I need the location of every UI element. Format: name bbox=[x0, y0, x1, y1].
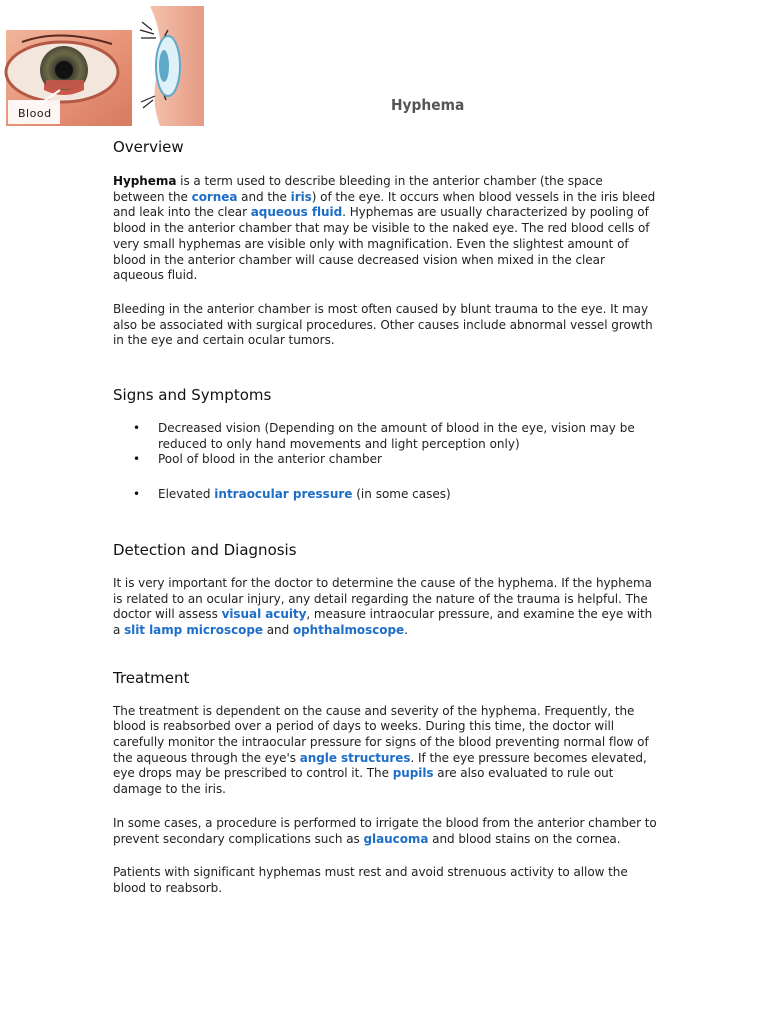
link-cornea[interactable]: cornea bbox=[191, 189, 238, 204]
treatment-paragraph-1 bbox=[113, 704, 658, 798]
signs-list bbox=[113, 421, 658, 503]
text-span: (in some cases) bbox=[352, 487, 451, 502]
blood-label: Blood bbox=[18, 107, 52, 120]
text-span: The treatment is dependent on the cause and severity of the hyphema. Frequently, the blood is reabsorbed over a period of days to weeks. During this time, the doctor will carefully monitor the intraocular pressure for signs of the blood preventing normal flow of the aqueous through the eye's bbox=[113, 703, 649, 765]
text-span: It is very important for the doctor to determine the cause of the hyphema. If the hyphema is related to an ocular injury, any detail regarding the nature of the trauma is helpful. The doctor will assess bbox=[113, 575, 652, 622]
text-span: is a term used to describe bleeding in the anterior chamber (the space between the bbox=[113, 174, 603, 204]
text-span: . If the eye pressure becomes elevated, eye drops may be prescribed to control it. The bbox=[113, 750, 647, 781]
text-span: and the bbox=[237, 189, 291, 204]
text-span: ) of the eye. It occurs when blood vessels in the iris bleed and leak into the clear bbox=[113, 189, 656, 220]
link-intraocular-pressure[interactable]: intraocular pressure bbox=[214, 487, 353, 502]
list-item: • Decreased vision (Depending on the amount of blood in the eye, vision may be reduced to only hand movements and light perception only) bbox=[113, 421, 658, 452]
link-aqueous-fluid[interactable]: aqueous fluid bbox=[250, 205, 343, 220]
text-span: . bbox=[404, 622, 408, 637]
term-hyphema: Hyphema bbox=[113, 174, 177, 188]
link-iris[interactable]: iris bbox=[290, 189, 312, 204]
treatment-heading: Treatment bbox=[113, 668, 190, 687]
article-body bbox=[113, 137, 658, 897]
link-glaucoma[interactable]: glaucoma bbox=[363, 831, 429, 846]
text-span: Elevated bbox=[158, 487, 215, 502]
link-angle-structures[interactable]: angle structures bbox=[299, 750, 411, 765]
link-pupils[interactable]: pupils bbox=[392, 766, 434, 781]
overview-paragraph-2: Bleeding in the anterior chamber is most often caused by blunt trauma to the eye. It may also be associated with surgical procedures. Other causes include abnormal vessel growth in the eye and certain ocular tumors. bbox=[113, 301, 653, 348]
list-item: • Pool of blood in the anterior chamber bbox=[113, 452, 658, 468]
treatment-paragraph-3: Patients with significant hyphemas must rest and avoid strenuous activity to allow the blood to reabsorb. bbox=[113, 865, 628, 895]
link-slit-lamp-microscope[interactable]: slit lamp microscope bbox=[124, 622, 263, 637]
overview-paragraph-1 bbox=[113, 174, 658, 284]
list-item bbox=[113, 487, 658, 503]
text-span: are also evaluated to rule out damage to the iris. bbox=[113, 766, 614, 797]
link-visual-acuity[interactable]: visual acuity bbox=[221, 607, 307, 622]
text-span: and blood stains on the cornea. bbox=[428, 831, 621, 846]
detection-heading: Detection and Diagnosis bbox=[113, 540, 297, 559]
detection-paragraph bbox=[113, 576, 658, 639]
page-title: Hyphema bbox=[391, 96, 465, 114]
signs-heading: Signs and Symptoms bbox=[113, 386, 272, 405]
text-span: , measure intraocular pressure, and examine the eye with a bbox=[113, 607, 653, 637]
overview-heading: Overview bbox=[113, 138, 184, 156]
text-span: . Hyphemas are usually characterized by pooling of blood in the anterior chamber that may be visible to the naked eye. The red blood cells of very small hyphemas are visible only with magnification. Even the slightest amount of blood in the anterior chamber will cause decreased vision when mixed in the clear aqueous fluid. bbox=[113, 205, 650, 283]
hyphema-illustration bbox=[0, 0, 210, 130]
text-span: In some cases, a procedure is performed to irrigate the blood from the anterior chamber to prevent secondary complications such as bbox=[113, 815, 657, 846]
text-span: and bbox=[262, 622, 293, 637]
treatment-paragraph-2 bbox=[113, 816, 658, 847]
link-ophthalmoscope[interactable]: ophthalmoscope bbox=[292, 622, 405, 637]
